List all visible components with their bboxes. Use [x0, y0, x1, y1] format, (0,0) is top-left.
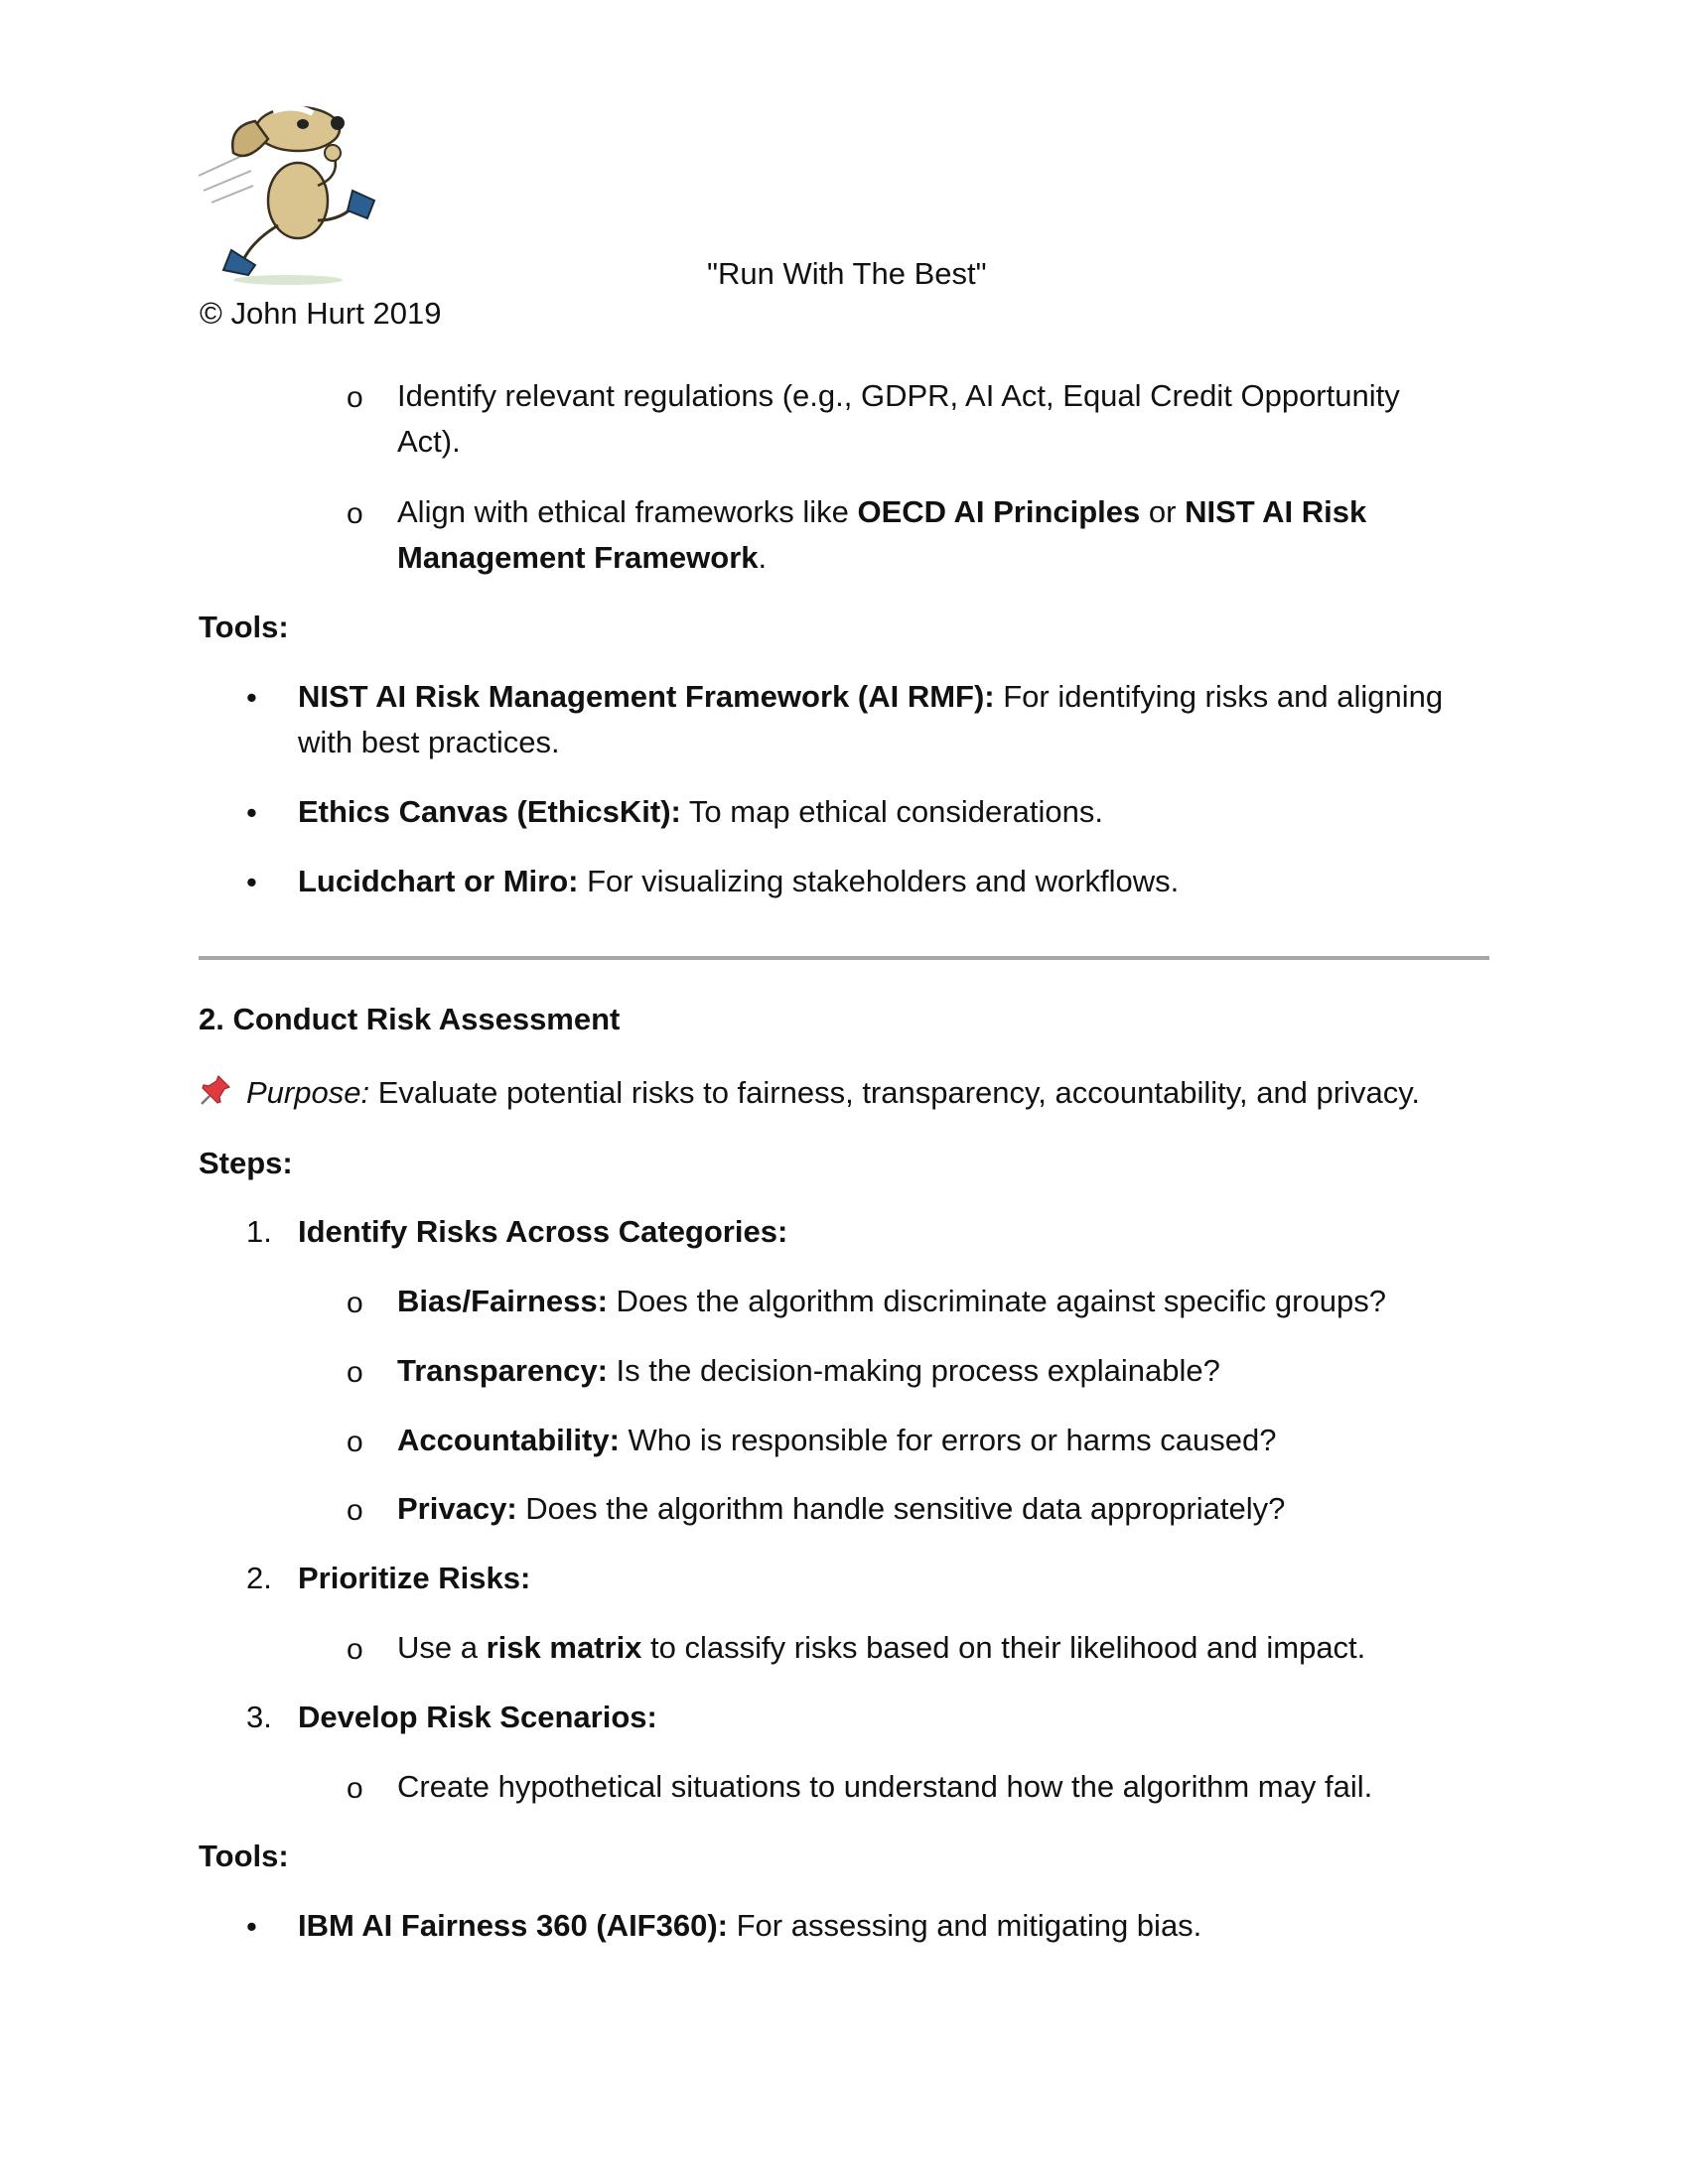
tool-item: NIST AI Risk Management Framework (AI RMF): For identifying risks and aligning with best practices. [298, 679, 1444, 759]
tools-heading: Tools: [199, 610, 289, 644]
tool-item: Ethics Canvas (EthicsKit): To map ethical considerations. [298, 794, 1103, 829]
sub-bullet-icon: o [347, 1426, 363, 1458]
sub-bullet-icon: o [347, 1494, 363, 1527]
step-number: 3. [246, 1700, 272, 1734]
bullet-icon: • [246, 1909, 257, 1944]
sub-bullet-icon: o [347, 1772, 363, 1805]
list-item: Use a risk matrix to classify risks based on their likelihood and impact. [397, 1630, 1366, 1665]
list-item: Identify relevant regulations (e.g., GDPR, AI Act, Equal Credit Opportunity Act). [397, 378, 1400, 459]
list-item: Privacy: Does the algorithm handle sensitive data appropriately? [397, 1491, 1286, 1526]
step-title: Prioritize Risks: [298, 1561, 531, 1595]
motto: "Run With The Best" [707, 256, 987, 291]
horizontal-divider [199, 956, 1489, 960]
step-number: 1. [246, 1214, 272, 1249]
running-dog-logo [194, 91, 382, 290]
bullet-icon: • [246, 795, 257, 830]
list-item: Create hypothetical situations to understand how the algorithm may fail. [397, 1769, 1373, 1804]
sub-bullet-icon: o [347, 381, 363, 414]
pushpin-icon [199, 1073, 232, 1107]
list-item: Accountability: Who is responsible for errors or harms caused? [397, 1423, 1277, 1457]
purpose-line: Purpose: Evaluate potential risks to fairness, transparency, accountability, and privacy. [199, 1070, 1420, 1116]
bullet-icon: • [246, 865, 257, 899]
tools-heading: Tools: [199, 1839, 289, 1873]
steps-heading: Steps: [199, 1146, 293, 1180]
step-title: Identify Risks Across Categories: [298, 1214, 788, 1249]
sub-bullet-icon: o [347, 1633, 363, 1666]
section-title: 2. Conduct Risk Assessment [199, 1002, 621, 1036]
step-title: Develop Risk Scenarios: [298, 1700, 657, 1734]
bullet-icon: • [246, 680, 257, 715]
sub-bullet-icon: o [347, 1287, 363, 1319]
tool-item: Lucidchart or Miro: For visualizing stakeholders and workflows. [298, 864, 1180, 898]
list-item: Align with ethical frameworks like OECD AI Principles or NIST AI Risk Management Framework. [397, 494, 1367, 575]
sub-bullet-icon: o [347, 497, 363, 530]
step-number: 2. [246, 1561, 272, 1595]
sub-bullet-icon: o [347, 1356, 363, 1389]
list-item: Transparency: Is the decision-making process explainable? [397, 1353, 1220, 1388]
copyright: © John Hurt 2019 [200, 296, 442, 331]
list-item: Bias/Fairness: Does the algorithm discriminate against specific groups? [397, 1284, 1386, 1318]
tool-item: IBM AI Fairness 360 (AIF360): For assessing and mitigating bias. [298, 1908, 1202, 1943]
